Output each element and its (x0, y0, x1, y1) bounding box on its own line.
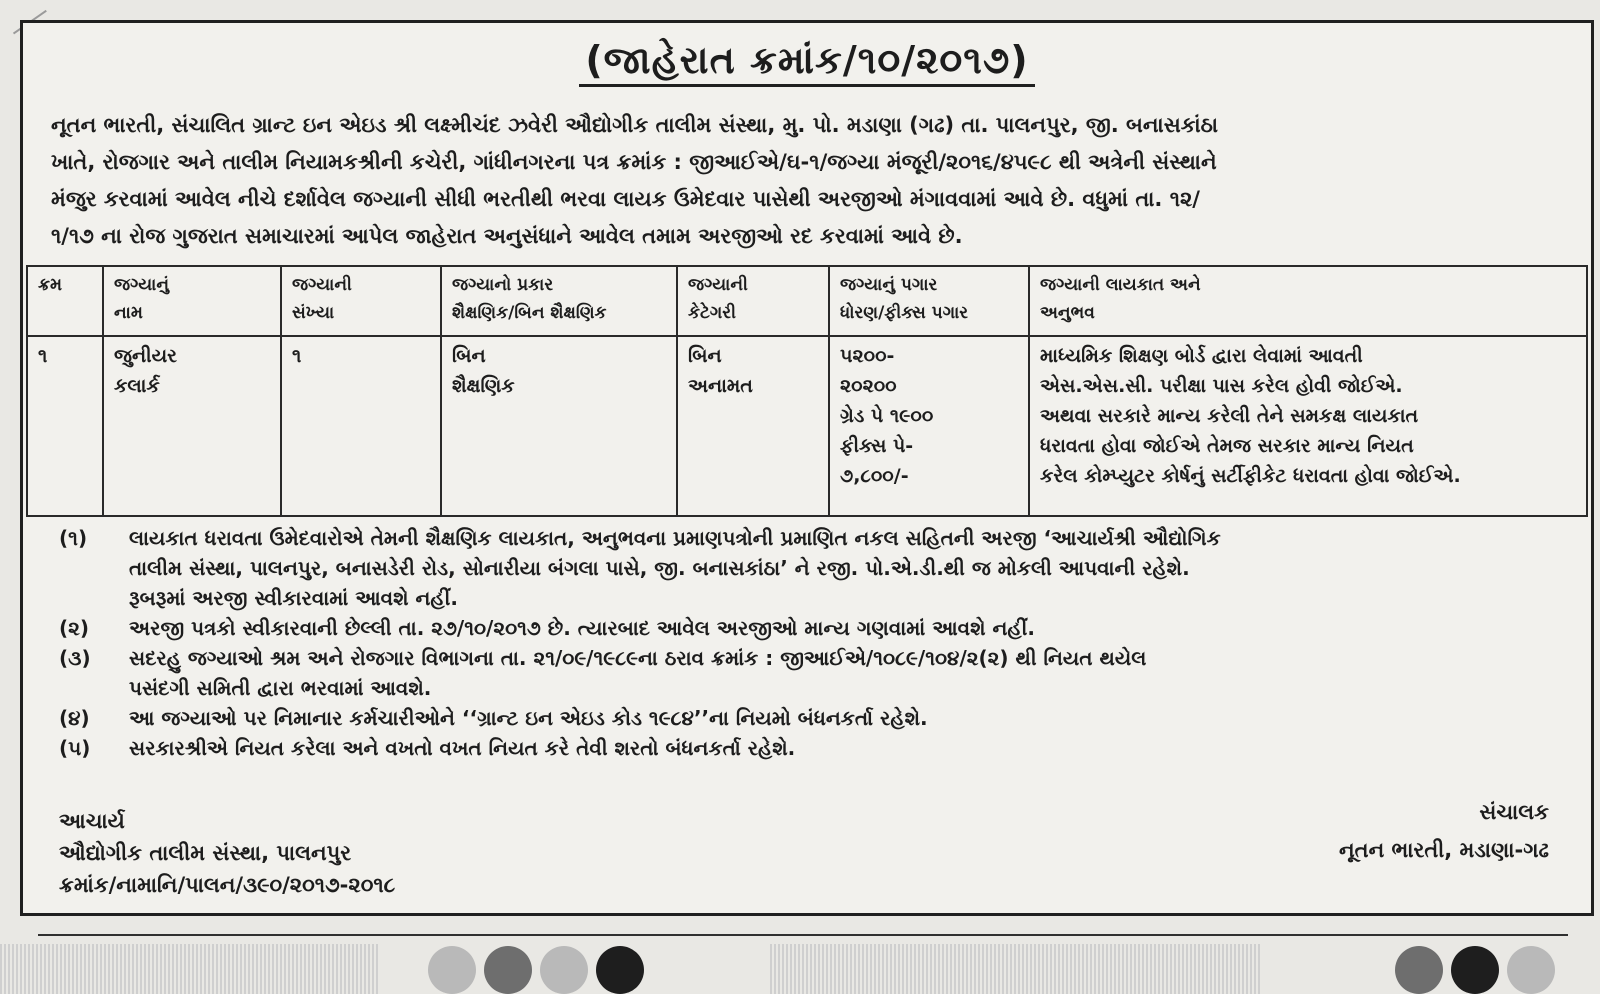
condition-number: (૨) (59, 616, 90, 640)
header-pay-scale: જગ્યાનું પગાર ધોરણ/ફીક્સ પગાર (829, 266, 1029, 336)
condition-number: (૫) (59, 736, 91, 760)
advert-heading (23, 38, 1591, 82)
condition-text: સદરહુ જગ્યાઓ શ્રમ અને રોજગાર વિભાગના તા. ૨૧/૦૯/૧૯૮૯ના ઠરાવ ક્રમાંક : જીઆઈએ/૧૦૮૯/૧૦૪/૨(૨) થી નિયત થયેલ પસંદગી સમિતી દ્વારા ભરવામાં આવશે. (129, 646, 1147, 700)
condition-number: (૧) (59, 526, 88, 550)
header-post-name: જગ્યાનું નામ (103, 266, 281, 336)
cell-post-count: ૧ (281, 336, 441, 516)
advert-heading-text: (જાહેરાત ક્રમાંક/૧૦/૨૦૧૭) (579, 38, 1034, 87)
halftone-strip (0, 944, 380, 994)
condition-item (59, 613, 1571, 643)
intro-line: ૧/૧૭ ના રોજ ગુજરાત સમાચારમાં આપેલ જાહેરાત અનુસંધાને આવેલ તમામ અરજીઓ રદ કરવામાં આવે છે. (51, 224, 963, 248)
condition-number: (૪) (59, 706, 90, 730)
condition-number: (૩) (59, 646, 91, 670)
halftone-strip (770, 944, 1260, 994)
cell-sr: ૧ (27, 336, 103, 516)
header-sr: ક્રમ (27, 266, 103, 336)
cell-post-type: બિન શૈક્ષણિક (441, 336, 677, 516)
condition-text: સરકારશ્રીએ નિયત કરેલા અને વખતો વખત નિયત કરે તેવી શરતો બંધનકર્તા રહેશે. (129, 736, 796, 760)
condition-item (59, 733, 1571, 763)
principal-title: આચાર્ય (59, 809, 125, 833)
header-post-type: જગ્યાનો પ્રકાર શૈક્ષણિક/બિન શૈક્ષણિક (441, 266, 677, 336)
condition-item (59, 523, 1571, 613)
cell-pay-scale: ૫૨૦૦- ૨૦૨૦૦ ગ્રેડ પે ૧૯૦૦ ફીક્સ પે- ૭,૮૦૦/- (829, 336, 1029, 516)
signature-director (1339, 793, 1549, 869)
condition-item (59, 643, 1571, 703)
director-title: સંચાલક (1479, 800, 1549, 824)
table-row (27, 336, 1587, 516)
director-organization: નૂતન ભારતી, મડાણા-ગઢ (1339, 838, 1549, 862)
intro-line: નૂતન ભારતી, સંચાલિત ગ્રાન્ટ ઇન એઇડ શ્રી લક્ષ્મીચંદ ઝવેરી ઔદ્યોગીક તાલીમ સંસ્થા, મુ. પો. મડાણા (ગઢ) તા. પાલનપુર, જી. બનાસકાંઠા (51, 113, 1219, 137)
cell-post-name: જુનીયર કલાર્ક (103, 336, 281, 516)
reference-number: ક્રમાંક/નામાનિ/પાલન/૩૯૦/૨૦૧૭-૨૦૧૮ (59, 873, 396, 897)
header-category: જગ્યાની કેટેગરી (677, 266, 829, 336)
table-header-row (27, 266, 1587, 336)
halftone-dots-left (428, 946, 644, 994)
halftone-dots-right (1395, 946, 1555, 994)
condition-text: આ જગ્યાઓ પર નિમાનાર કર્મચારીઓને ‘‘ગ્રાન્ટ ઇન એઇડ કોડ ૧૯૮૪’’ના નિયમો બંધનકર્તા રહેશે. (129, 706, 928, 730)
conditions-list (59, 523, 1571, 763)
condition-item (59, 703, 1571, 733)
principal-institute: ઔદ્યોગીક તાલીમ સંસ્થા, પાલનપુર (59, 841, 352, 865)
signature-principal (59, 805, 395, 901)
intro-line: ખાતે, રોજગાર અને તાલીમ નિયામકશ્રીની કચેરી, ગાંધીનગરના પત્ર ક્રમાંક : જીઆઈએ/ઘ-૧/જગ્યા મંજૂરી/૨૦૧૬/૪૫૯૮ થી અત્રેની સંસ્થાને (51, 150, 1217, 174)
header-post-count: જગ્યાની સંખ્યા (281, 266, 441, 336)
advertisement-box (20, 20, 1594, 916)
cell-qualification: માધ્યમિક શિક્ષણ બોર્ડ દ્વારા લેવામાં આવતી એસ.એસ.સી. પરીક્ષા પાસ કરેલ હોવી જોઈએ. અથવા સરકારે માન્ય કરેલી તેને સમકક્ષ લાયકાત ધરાવતા હોવા જોઈએ તેમજ સરકાર માન્ય નિયત કરેલ કોમ્પ્યુટર કોર્ષનું સર્ટીફીકેટ ધરાવતા હોવા જોઈએ. (1029, 336, 1587, 516)
intro-paragraph (51, 107, 1571, 255)
condition-text: અરજી પત્રકો સ્વીકારવાની છેલ્લી તા. ૨૭/૧૦/૨૦૧૭ છે. ત્યારબાદ આવેલ અરજીઓ માન્ય ગણવામાં આવશે નહીં. (129, 616, 1035, 640)
condition-text: લાયકાત ધરાવતા ઉમેદવારોએ તેમની શૈક્ષણિક લાયકાત, અનુભવના પ્રમાણપત્રોની પ્રમાણિત નકલ સહિતની અરજી ‘આચાર્યશ્રી ઔદ્યોગિક તાલીમ સંસ્થા, પાલનપુર, બનાસડેરી રોડ, સોનારીયા બંગલા પાસે, જી. બનાસકાંઠા’ ને રજી. પો.એ.ડી.થી જ મોકલી આપવાની રહેશે. રૂબરૂમાં અરજી સ્વીકારવામાં આવશે નહીં. (129, 526, 1221, 610)
bottom-divider (38, 934, 1568, 936)
cell-category: બિન અનામત (677, 336, 829, 516)
posts-table (26, 265, 1588, 517)
intro-line: મંજુર કરવામાં આવેલ નીચે દર્શાવેલ જગ્યાની સીધી ભરતીથી ભરવા લાયક ઉમેદવાર પાસેથી અરજીઓ મંગાવવામાં આવે છે. વધુમાં તા. ૧૨/ (51, 187, 1200, 211)
header-qualification: જગ્યાની લાયકાત અને અનુભવ (1029, 266, 1587, 336)
